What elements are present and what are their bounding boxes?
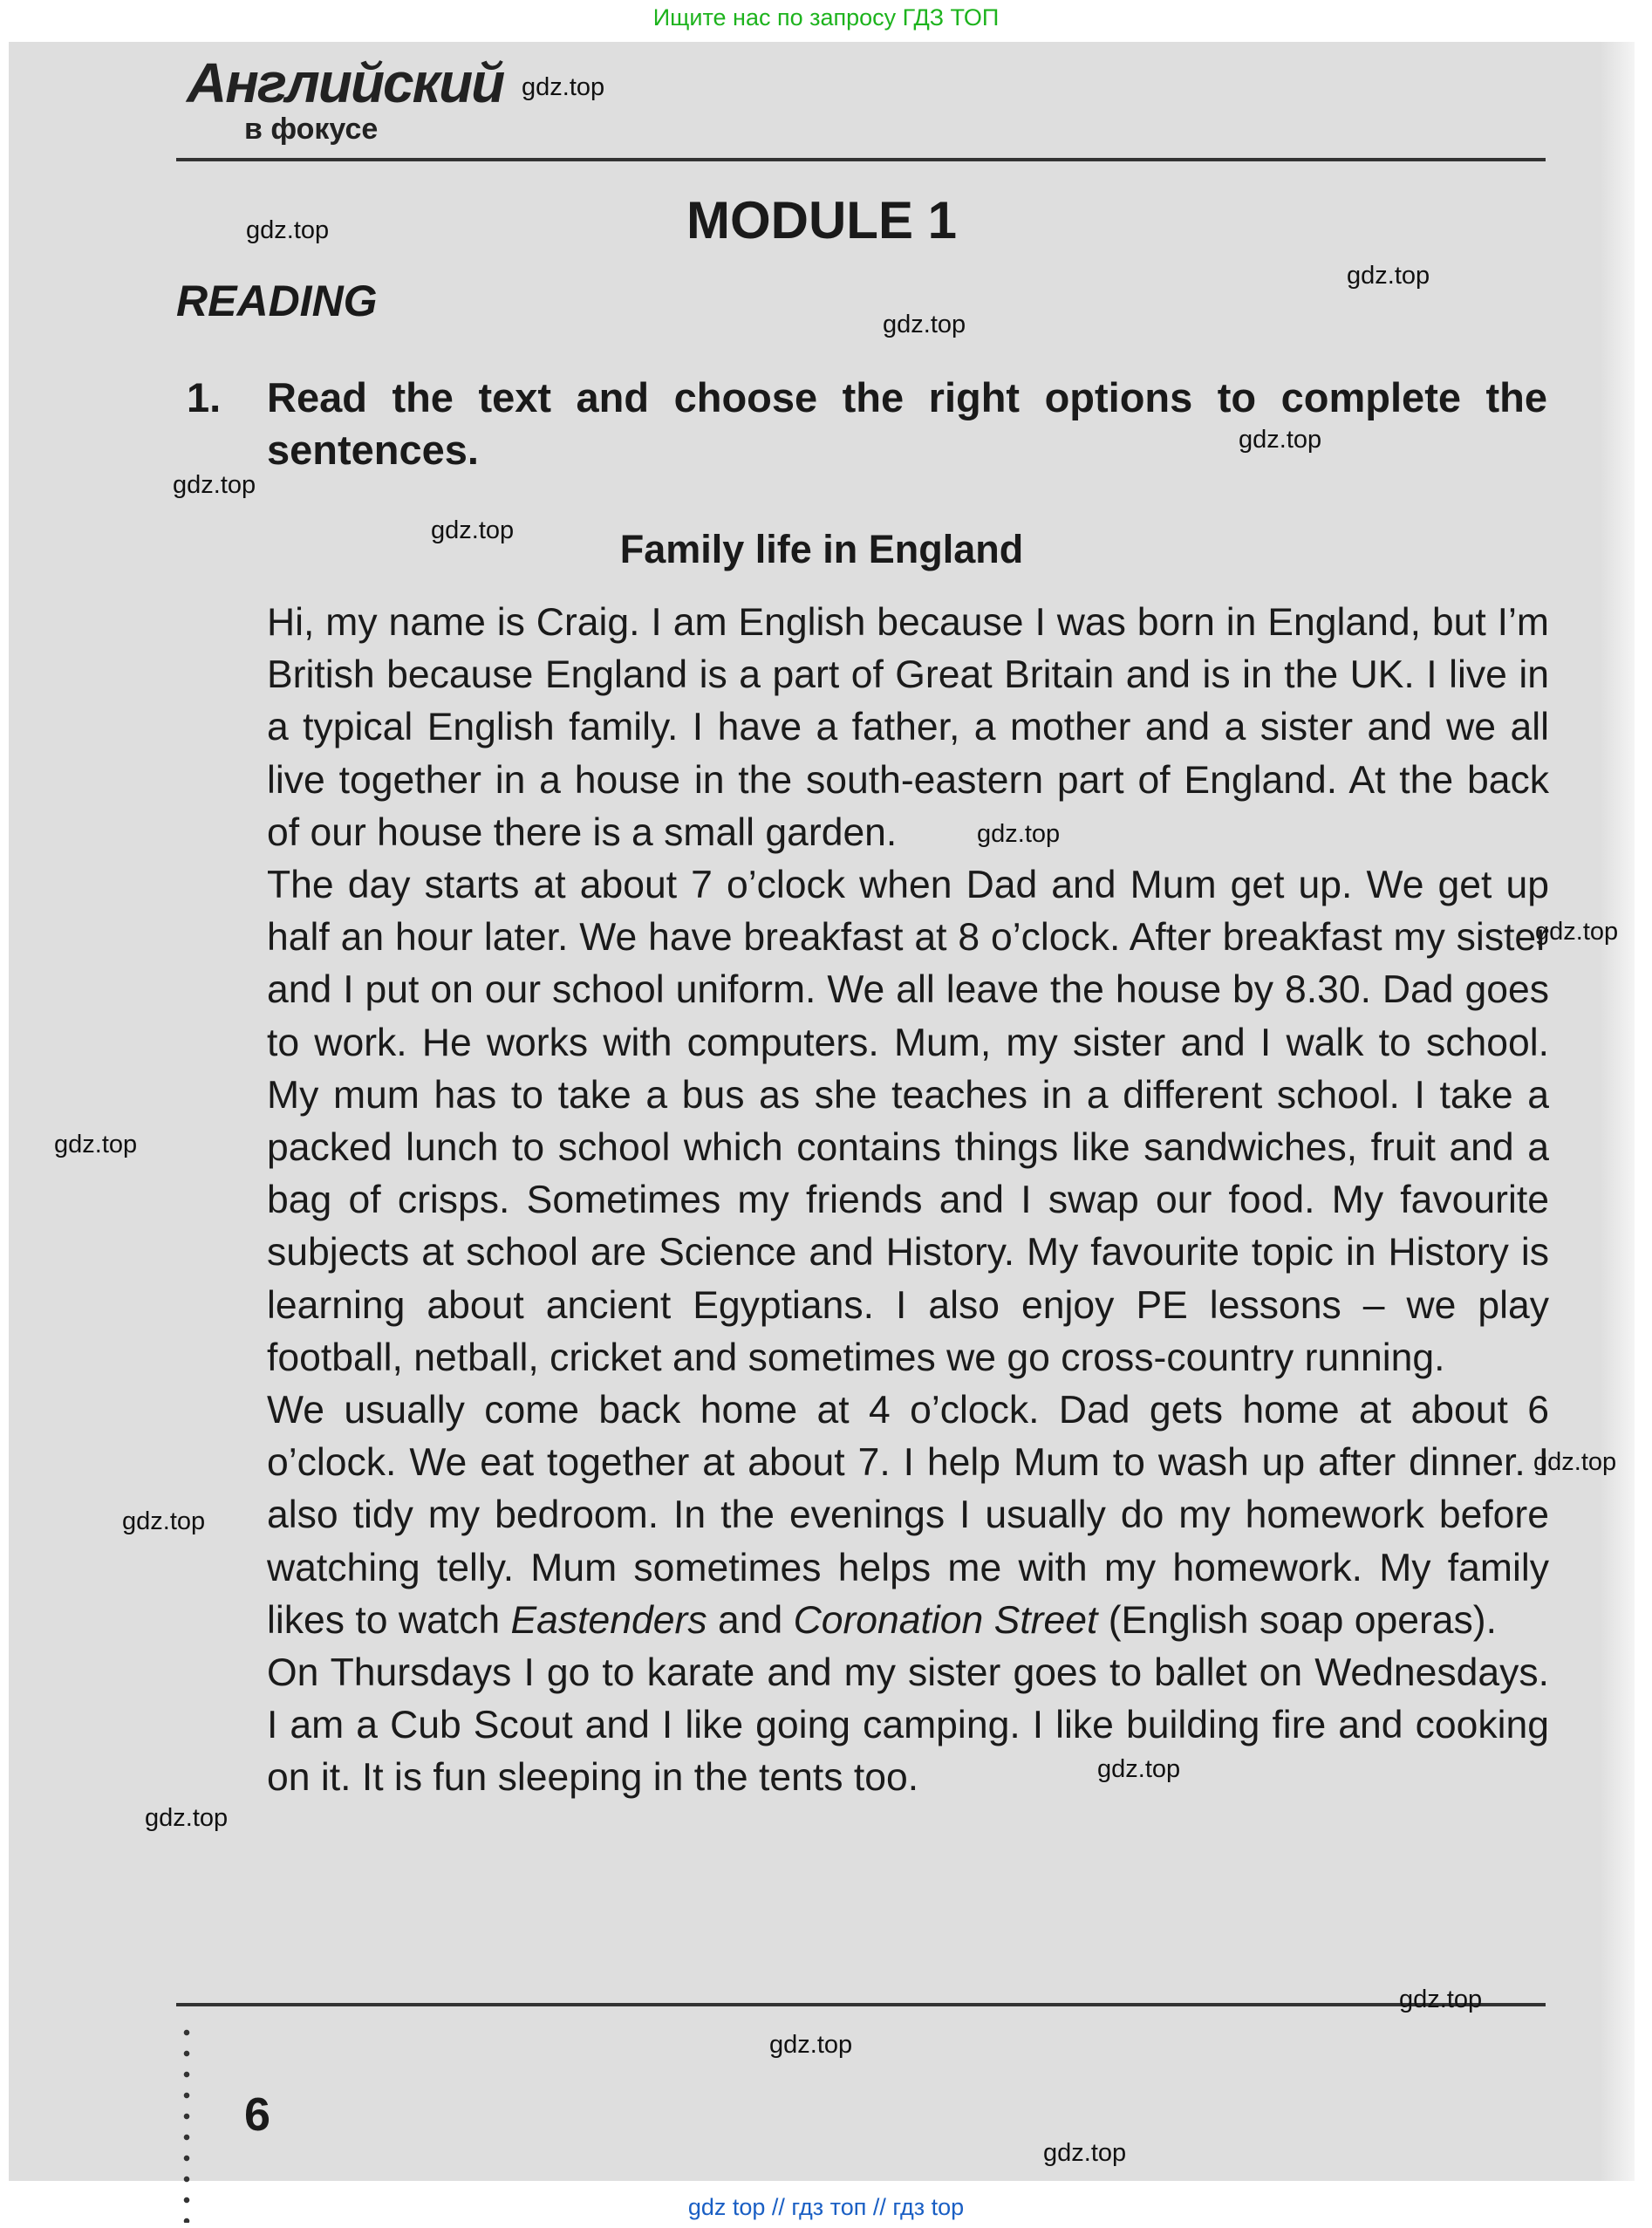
module-title: MODULE 1 <box>686 191 958 249</box>
watermark: gdz.top <box>1535 918 1619 946</box>
paragraph-2: The day starts at about 7 o’clock when Dad and Mum get up. We get up half an hour later. We have breakfast at 8 o’clock. After breakfast my sister and I put on our school uniform. We all leave the house by 8.30. Dad goes to work. He works with computers. Mum, my sister and I walk to school. My mum has to take a bus as she teaches in a different school. I take a packed lunch to school which contains things like sandwiches, fruit and a bag of crisps. Sometimes my friends and I swap our food. My favourite subjects at school are Science and History. My favourite topic in History is learning about ancient Egyptians. I also enjoy PE lessons – we play football, netball, cricket and sometimes we go cross-country running. <box>267 864 1549 1379</box>
paragraph-3-part-1: We usually come back home at 4 o’clock. Dad gets home at about 6 o’clock. We eat together at about 7. I help Mum to wash up after dinner. I also tidy my bedroom. In the evenings I usually do my homework before watching telly. Mum sometimes helps me with my homework. My family likes to watch <box>267 1389 1549 1642</box>
watermark: gdz.top <box>1239 426 1322 454</box>
task-instruction <box>187 372 1547 476</box>
task-number: 1. <box>187 374 222 420</box>
paragraph-1: Hi, my name is Craig. I am English because I was born in England, but I’m British because England is a part of Great Britain and is in the UK. I live in a typical English family. I have a father, a mother and a sister and we all live together in a house in the south-eastern part of England. At the back of our house there is a small garden. <box>267 601 1549 854</box>
header-divider <box>176 158 1546 161</box>
logo-line2: в фокусе <box>244 113 379 146</box>
watermark: gdz.top <box>122 1507 206 1535</box>
watermark: gdz.top <box>769 2031 853 2059</box>
watermark: gdz.top <box>1399 1985 1483 2013</box>
watermark: gdz.top <box>1043 2139 1127 2167</box>
show-title-eastenders: Eastenders <box>510 1598 707 1642</box>
textbook-page <box>9 42 1635 2181</box>
show-title-coronation-street: Coronation Street <box>793 1598 1098 1642</box>
watermark: gdz.top <box>246 216 330 244</box>
watermark: gdz.top <box>1097 1755 1181 1783</box>
watermark: gdz.top <box>522 73 605 101</box>
page-number: 6 <box>244 2088 271 2141</box>
watermark: gdz.top <box>883 311 966 338</box>
watermark: gdz.top <box>1533 1448 1617 1476</box>
text-title: Family life in England <box>619 527 1024 571</box>
watermark: gdz.top <box>431 516 515 544</box>
paragraph-3-part-2: and <box>707 1598 794 1642</box>
book-logo <box>187 52 503 145</box>
page-edge-shadow <box>1600 42 1635 2181</box>
bottom-banner[interactable]: gdz top // гдз топ // гдз top <box>687 2194 965 2220</box>
paragraph-3-part-3: (English soap operas). <box>1097 1598 1497 1642</box>
section-title: READING <box>176 277 378 325</box>
paragraph-3 <box>267 1384 1549 1647</box>
watermark: gdz.top <box>173 471 256 499</box>
task-text: Read the text and choose the right options to complete the sentences. <box>267 374 1547 473</box>
top-banner[interactable]: Ищите нас по запросу ГДЗ ТОП <box>652 4 1000 31</box>
footer-divider <box>176 2003 1546 2006</box>
watermark: gdz.top <box>145 1804 229 1832</box>
watermark: gdz.top <box>1347 262 1430 290</box>
logo-line1: Английский <box>187 51 504 114</box>
watermark: gdz.top <box>977 820 1061 848</box>
paragraph-4: On Thursdays I go to karate and my sister goes to ballet on Wednesdays. I am a Cub Scout and I like going camping. I like building fire and cooking on it. It is fun sleeping in the tents too. <box>267 1651 1549 1800</box>
reading-text <box>267 597 1549 1805</box>
watermark: gdz.top <box>54 1131 138 1158</box>
